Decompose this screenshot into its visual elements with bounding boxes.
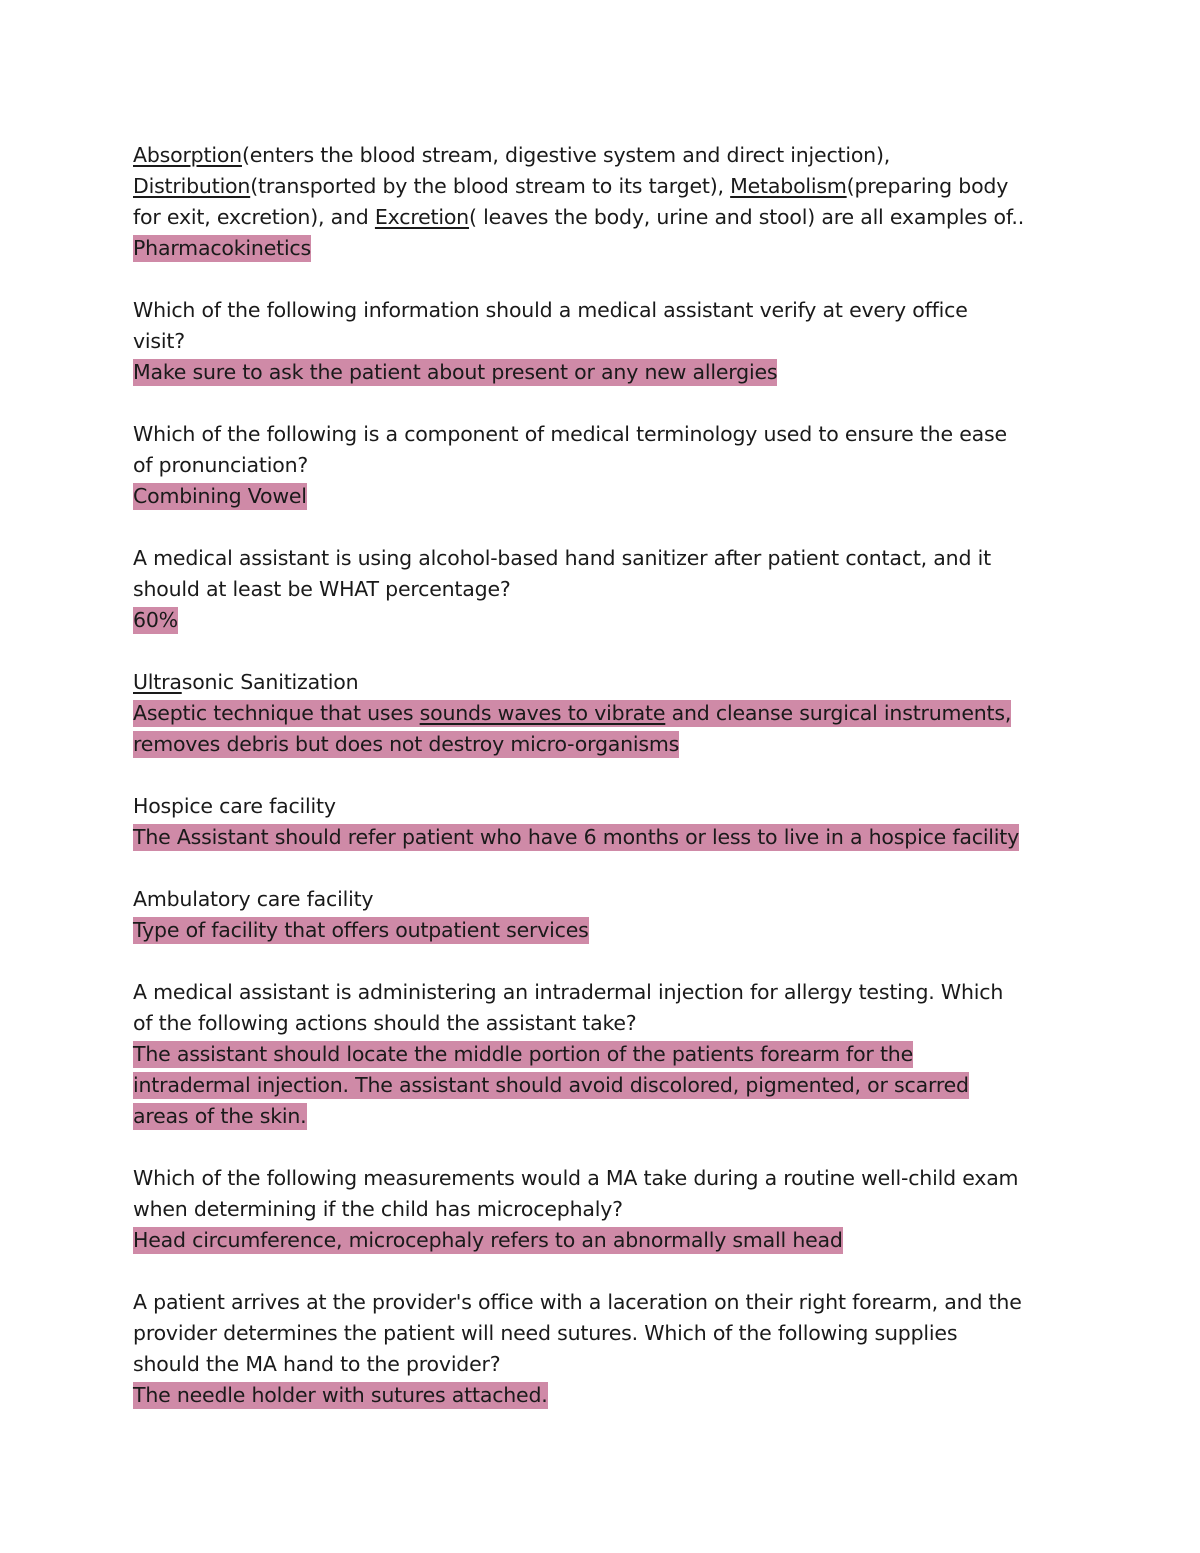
answer-highlight xyxy=(133,731,679,758)
text-run: removes debris but does not destroy micro-organisms xyxy=(133,732,680,756)
underlined-term: Distribution xyxy=(133,174,251,198)
question-line xyxy=(133,574,1070,605)
text-run: (transported by the blood stream to its target), xyxy=(250,174,731,198)
study-notes xyxy=(133,140,1070,1411)
text-run: (preparing body xyxy=(846,174,1009,198)
text-run: ( leaves the body, urine and stool) are all examples of.. xyxy=(468,205,1025,229)
text-run: A patient arrives at the provider's office with a laceration on their right forearm, and the xyxy=(133,1290,1022,1314)
answer-highlight xyxy=(133,359,777,386)
answer-line xyxy=(133,915,1070,946)
question-line xyxy=(133,450,1070,481)
text-run: of the following actions should the assistant take? xyxy=(133,1011,637,1035)
text-run: Which of the following information should a medical assistant verify at every office xyxy=(133,298,968,322)
answer-highlight xyxy=(133,607,178,634)
question-line xyxy=(133,1008,1070,1039)
qa-block xyxy=(133,884,1070,946)
text-run: Which of the following is a component of medical terminology used to ensure the ease xyxy=(133,422,1007,446)
answer-highlight xyxy=(133,824,1019,851)
question-line xyxy=(133,667,1070,698)
text-run: The assistant should locate the middle portion of the patients forearm for the xyxy=(133,1042,913,1066)
text-run: provider determines the patient will need sutures. Which of the following supplies xyxy=(133,1321,958,1345)
question-line xyxy=(133,791,1070,822)
answer-highlight xyxy=(133,1227,843,1254)
question-line xyxy=(133,295,1070,326)
text-run: A medical assistant is using alcohol-based hand sanitizer after patient contact, and it xyxy=(133,546,991,570)
qa-block xyxy=(133,543,1070,636)
underlined-term: Excretion xyxy=(374,205,469,229)
answer-line xyxy=(133,605,1070,636)
answer-line xyxy=(133,1101,1070,1132)
qa-block xyxy=(133,977,1070,1132)
text-run: visit? xyxy=(133,329,185,353)
answer-highlight xyxy=(133,1072,969,1099)
underlined-term: Absorption xyxy=(133,143,242,167)
question-line xyxy=(133,1163,1070,1194)
text-run: areas of the skin. xyxy=(133,1104,307,1128)
question-line xyxy=(133,171,1070,202)
underlined-term: Ultra xyxy=(133,670,182,694)
question-line xyxy=(133,1194,1070,1225)
question-line xyxy=(133,1349,1070,1380)
text-run: for exit, excretion), and xyxy=(133,205,375,229)
answer-line xyxy=(133,729,1070,760)
answer-line xyxy=(133,357,1070,388)
text-run: Type of facility that offers outpatient services xyxy=(133,918,589,942)
answer-line xyxy=(133,1225,1070,1256)
text-run: A medical assistant is administering an intradermal injection for allergy testing. Which xyxy=(133,980,1004,1004)
text-run: Which of the following measurements would a MA take during a routine well-child exam xyxy=(133,1166,1019,1190)
answer-line xyxy=(133,1039,1070,1070)
question-line xyxy=(133,977,1070,1008)
answer-line xyxy=(133,481,1070,512)
answer-highlight xyxy=(133,1382,548,1409)
text-run: Aseptic technique that uses xyxy=(133,701,420,725)
text-run: Ambulatory care facility xyxy=(133,887,374,911)
text-run: of pronunciation? xyxy=(133,453,309,477)
answer-highlight xyxy=(133,700,1011,727)
question-line xyxy=(133,1318,1070,1349)
answer-line xyxy=(133,698,1070,729)
text-run: should at least be WHAT percentage? xyxy=(133,577,511,601)
underlined-term: sounds waves to vibrate xyxy=(419,701,666,725)
underlined-term: Metabolism xyxy=(730,174,847,198)
answer-line xyxy=(133,233,1070,264)
qa-block xyxy=(133,667,1070,760)
question-line xyxy=(133,543,1070,574)
answer-highlight xyxy=(133,483,307,510)
text-run: (enters the blood stream, digestive system and direct injection), xyxy=(241,143,891,167)
question-line xyxy=(133,1287,1070,1318)
answer-highlight xyxy=(133,1103,307,1130)
qa-block xyxy=(133,140,1070,264)
text-run: Make sure to ask the patient about present or any new allergies xyxy=(133,360,778,384)
text-run: when determining if the child has microcephaly? xyxy=(133,1197,623,1221)
question-line xyxy=(133,419,1070,450)
qa-block xyxy=(133,419,1070,512)
answer-highlight xyxy=(133,1041,913,1068)
answer-highlight xyxy=(133,235,311,262)
question-line xyxy=(133,202,1070,233)
text-run: The needle holder with sutures attached. xyxy=(133,1383,548,1407)
answer-line xyxy=(133,1380,1070,1411)
question-line xyxy=(133,140,1070,171)
text-run: Hospice care facility xyxy=(133,794,336,818)
text-run: The Assistant should refer patient who have 6 months or less to live in a hospice facility xyxy=(133,825,1020,849)
answer-line xyxy=(133,1070,1070,1101)
qa-block xyxy=(133,791,1070,853)
text-run: Pharmacokinetics xyxy=(133,236,311,260)
question-line xyxy=(133,884,1070,915)
text-run: and cleanse surgical instruments, xyxy=(665,701,1012,725)
text-run: Head circumference, microcephaly refers to an abnormally small head xyxy=(133,1228,843,1252)
qa-block xyxy=(133,1287,1070,1411)
answer-highlight xyxy=(133,917,589,944)
text-run: should the MA hand to the provider? xyxy=(133,1352,501,1376)
qa-block xyxy=(133,1163,1070,1256)
text-run: Combining Vowel xyxy=(133,484,307,508)
question-line xyxy=(133,326,1070,357)
text-run: 60% xyxy=(133,608,178,632)
qa-block xyxy=(133,295,1070,388)
text-run: sonic Sanitization xyxy=(181,670,359,694)
answer-line xyxy=(133,822,1070,853)
text-run: intradermal injection. The assistant should avoid discolored, pigmented, or scarred xyxy=(133,1073,969,1097)
